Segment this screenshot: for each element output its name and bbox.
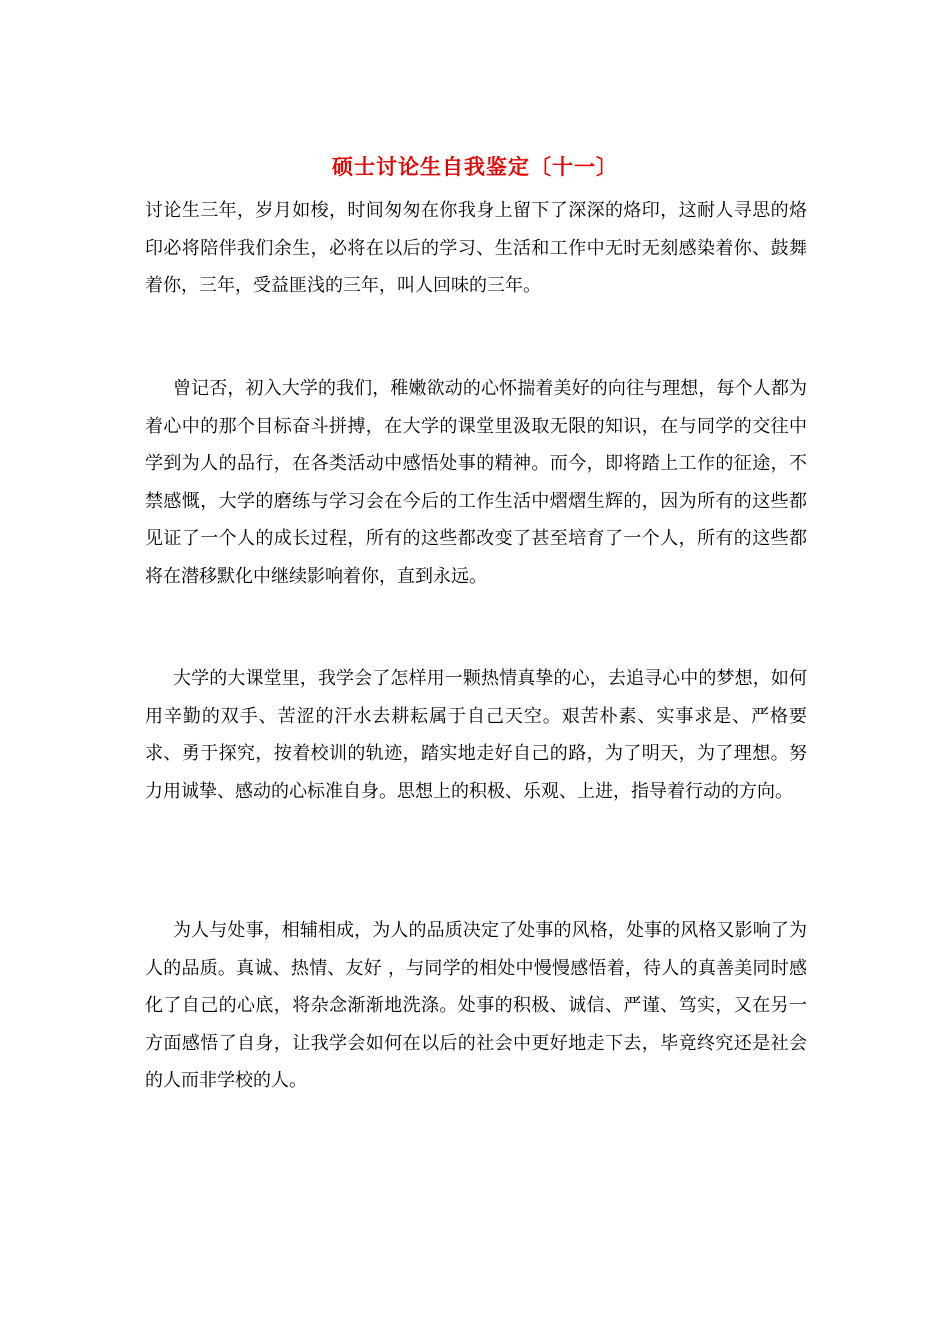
paragraph-4: 为人与处事，相辅相成，为人的品质决定了处事的风格，处事的风格又影响了为人的品质。真诚、热情、友好 ，与同学的相处中慢慢感悟着，待人的真善美同时感化了自己的心底，将杂念渐渐地洗涤。处事的积极、诚信、严谨、笃实，又在另一方面感悟了自身，让我学会如何在以后的社会中更好地走下去，毕竟终究还是社会的人而非学校的人。 — [145, 920, 807, 1091]
document-title: 硕士讨论生自我鉴定〔十一〕 — [332, 154, 618, 179]
paragraph-1: 讨论生三年，岁月如梭，时间匆匆在你我身上留下了深深的烙印，这耐人寻思的烙印必将陪伴我们余生，必将在以后的学习、生活和工作中无时无刻感染着你、鼓舞着你，三年，受益匪浅的三年，叫人回味的三年。 — [145, 200, 807, 296]
paragraph-3: 大学的大课堂里，我学会了怎样用一颗热情真挚的心，去追寻心中的梦想，如何用辛勤的双手、苦涩的汗水去耕耘属于自己天空。艰苦朴素、实事求是、严格要求、勇于探究，按着校训的轨迹，踏实地走好自己的路，为了明天，为了理想。努力用诚挚、感动的心标准自身。思想上的积极、乐观、上进，指导着行动的方向。 — [145, 668, 807, 802]
paragraph-2: 曾记否，初入大学的我们，稚嫩欲动的心怀揣着美好的向往与理想，每个人都为着心中的那个目标奋斗拼搏，在大学的课堂里汲取无限的知识，在与同学的交往中学到为人的品行，在各类活动中感悟处事的精神。而今，即将踏上工作的征途，不禁感慨，大学的磨练与学习会在今后的工作生活中熠熠生辉的，因为所有的这些都见证了一个人的成长过程，所有的这些都改变了甚至培育了一个人，所有的这些都将在潜移默化中继续影响着你，直到永远。 — [145, 378, 807, 587]
